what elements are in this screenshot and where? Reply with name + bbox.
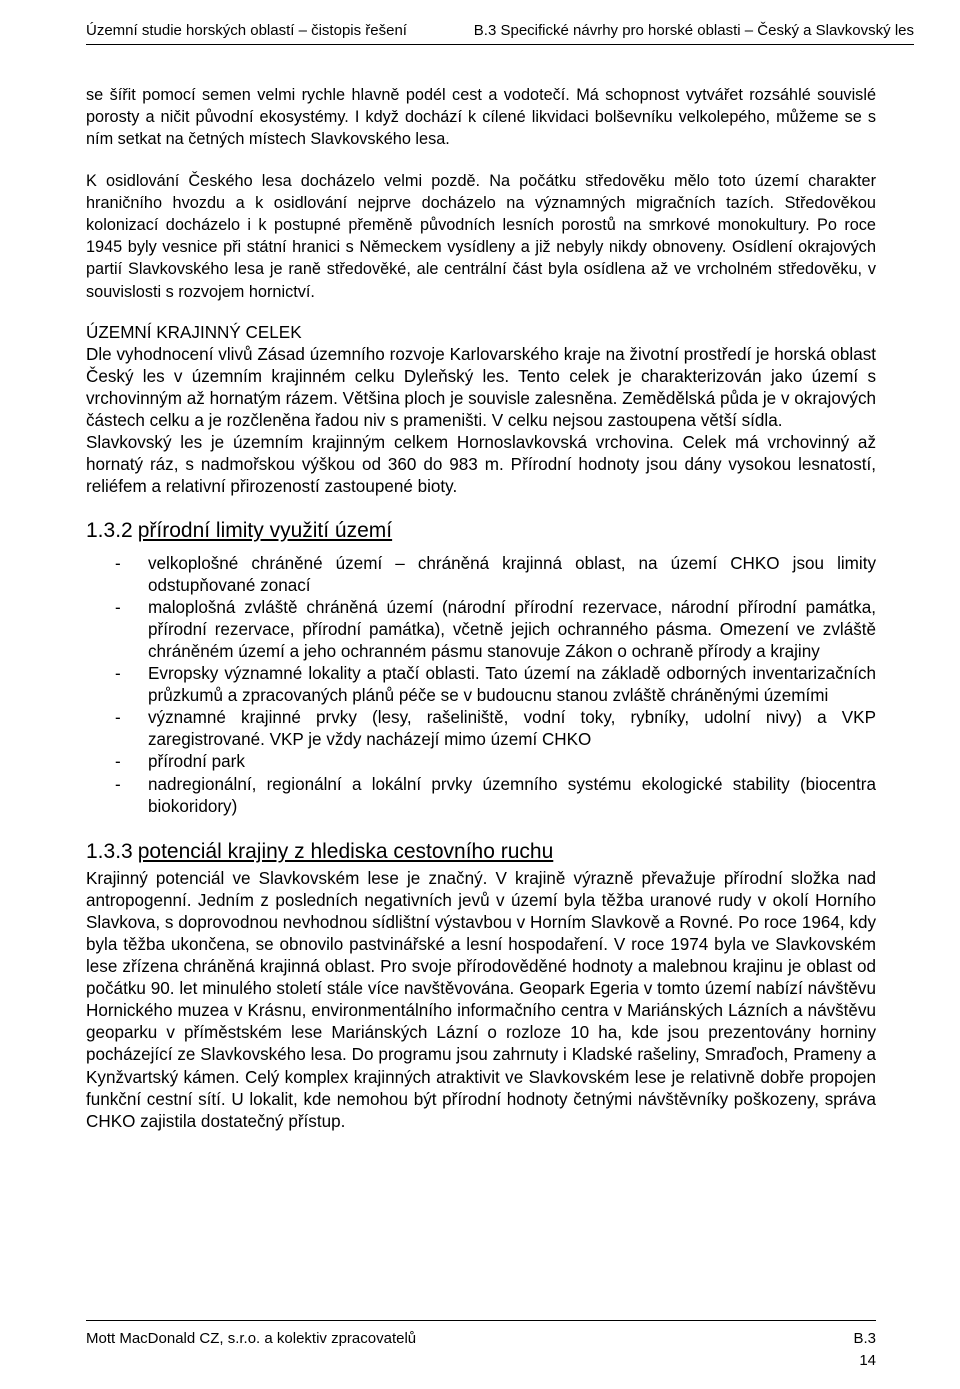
header-left-text: Územní studie horských oblastí – čistopis řešení [86,22,407,39]
list-item: - nadregionální, regionální a lokální prvky územního systému ekologické stability (biocentra biokoridory) [115,774,876,816]
paragraph-potencial: Krajinný potenciál ve Slavkovském lese je značný. V krajině výrazně převažuje přírodní složka nad antropogenní. Jedním z posledních negativních jevů v území byla těžba uranové rudy v okolí Horního Slavkova, s doprovodnou nevhodnou sídlištní výstavbou v Horním Slavkově a Rovné. Po roce 1964, kdy byla těžba ukončena, se obnovilo pastvinářské a lesní hospodaření. V roce 1974 byla ve Slavkovském lese zřízena chráněná krajinná oblast. Pro svoje přírodověděné hodnoty a malebnou krajinu je oblast od počátku 90. let minulého století stále více navštěvována. Geopark Egeria v tomto území nabízí návštěvu Hornického muzea v Krásnu, environmentálního informačního centra v Mariánských Lázních a návštěvu geoparku v příměstském lese Mariánských Lázní o rozloze 10 ha, kde jsou prezentovány horniny pocházející ze Slavkovského lesa. Do programu jsou zahrnuty i Kladské rašeliny, Smraďoch, Prameny a Kynžvartský kámen. Celý komplex krajinných atraktivit ve Slavkovském lese je relativně dobře propojen funkční cestní sítí. U lokalit, kde nemohou být přírodní hodnoty četnými návštěvníky poškozeny, správa CHKO zajistila dostatečný přístup. [86,868,876,1131]
section-heading-potencial [86,838,876,866]
page-content [86,84,876,1133]
page-number: 14 [859,1352,876,1369]
paragraph-slavkovsky: Slavkovský les je územním krajinným celkem Hornoslavkovská vrchovina. Celek má vrchovinný až hornatý ráz, s nadmořskou výškou od 360 do 983 m. Přírodní hodnoty jsou dány vysokou lesnatostí, reliéfem a relativní přirozeností zastoupené bioty. [86,433,876,497]
list-item: - maloplošná zvláště chráněná území (národní přírodní rezervace, národní přírodní památka, přírodní rezervace, přírodní památka), včetně jejich ochranného pásma. Omezení ve zvláště chráněném území a jeho ochranném pásmu stanovuje Zákon o ochraně přírody a krajiny [115,597,876,661]
paragraph-osidlovani: K osidlování Českého lesa docházelo velmi pozdě. Na počátku středověku mělo toto území charakter hraničního hvozdu a k osidlování nejprve docházelo na významných migračních tazích. Středověkou kolonizací docházelo i k postupné přeměně původních lesních porostů na smrkové monokultury. Po roce 1945 byly vesnice při státní hranici s Německem vysídleny a již nebyly nikdy obnoveny. Osídlení okrajových partií Slavkovského lesa je raně středověké, ale centrální část byla osídlena až ve vrcholném středověku, v souvislosti s rozvojem hornictví. [86,171,876,301]
celek-title: ÚZEMNÍ KRAJINNÝ CELEK [86,322,302,342]
list-item: - velkoplošné chráněné území – chráněná krajinná oblast, na území CHKO jsou limity odstupňované zonací [115,553,876,595]
footer-right-text: B.3 [853,1330,876,1347]
list-item: - Evropsky významné lokality a ptačí oblasti. Tato území na základě odborných inventarizačních průzkumů a zpracovaných plánů péče se v budoucnu stanou zvláště chráněnými územími [115,664,876,706]
paragraph-celek: Dle vyhodnocení vlivů Zásad územního rozvoje Karlovarského kraje na životní prostředí je horská oblast Český les v územním krajinném celku Dyleňský les. Tento celek je charakterizován jako území s vrchovinným až hornatým rázem. Většina ploch je souvisle zalesněna. Zemědělská půda je v okrajových částech celku a je rozčleněna řadou niv s prameništi. V celku nejsou zastoupena větší sídla. [86,344,876,431]
section-title: přírodní limity využití území [137,518,393,542]
paragraph-bolsevnik: se šířit pomocí semen velmi rychle hlavně podél cest a vodotečí. Má schopnost vytvářet rozsáhlé souvislé porosty a ničit původní ekosystémy. I když dochází k cílené likvidaci bolševníku velkolepého, můžeme se s ním setkat na četných místech Slavkovského lesa. [86,86,876,149]
section-heading-limity [86,517,876,545]
header-rule [86,44,914,45]
limity-list [86,553,876,818]
header-right-text: B.3 Specifické návrhy pro horské oblasti – Český a Slavkovský les [473,22,914,39]
list-item: - přírodní park [115,752,245,772]
list-item: - významné krajinné prvky (lesy, rašeliniště, vodní toky, rybníky, udolní nivy) a VKP zaregistrované. VKP je vždy nacházejí mimo území CHKO [115,708,876,750]
section-number: 1.3.3 [86,839,133,863]
section-number: 1.3.2 [86,518,133,542]
page-header [86,22,914,46]
page-footer [86,1320,876,1369]
section-title: potenciál krajiny z hlediska cestovního ruchu [137,839,554,863]
footer-left-text: Mott MacDonald CZ, s.r.o. a kolektiv zpracovatelů [86,1330,417,1347]
footer-rule [86,1320,876,1321]
